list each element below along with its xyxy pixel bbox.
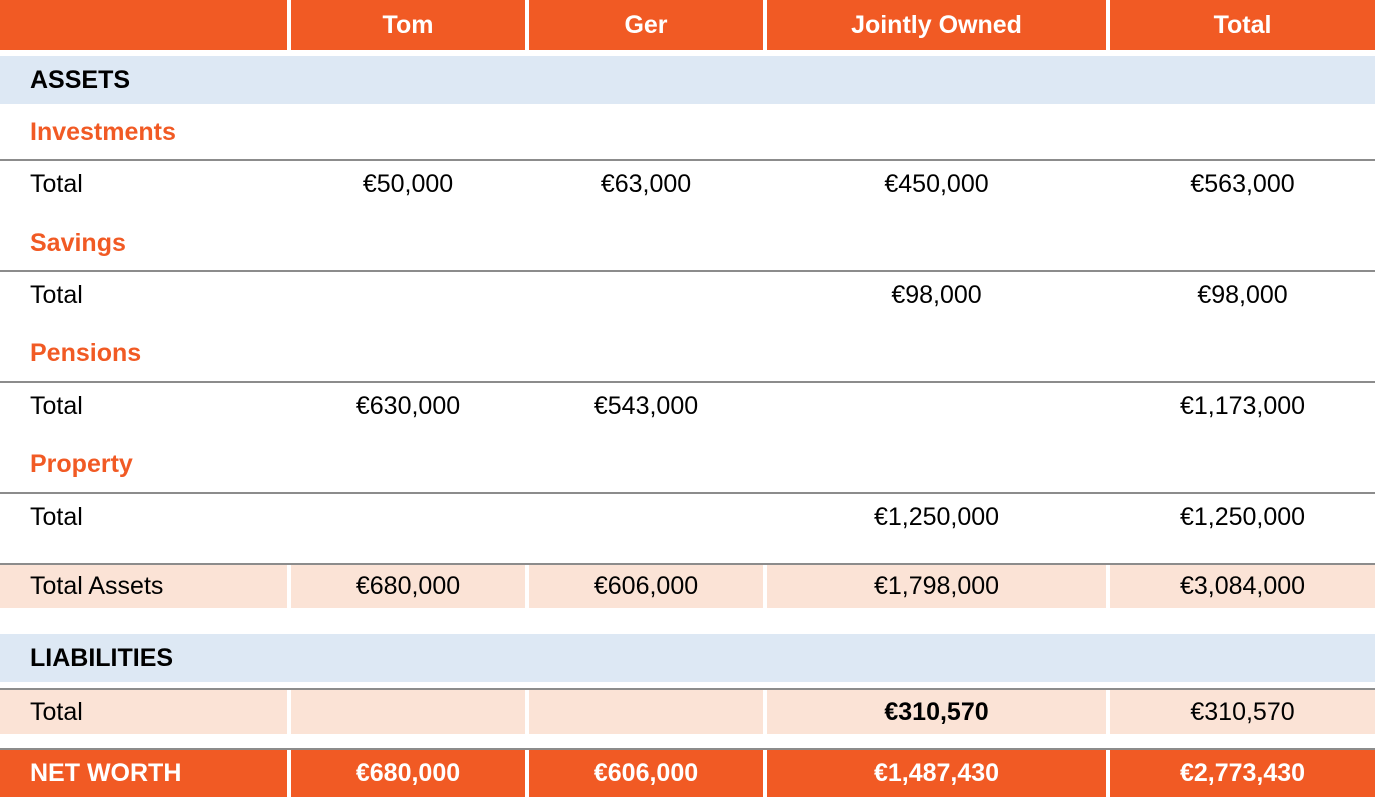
- header-cell-jointly-owned: Jointly Owned: [767, 0, 1106, 50]
- cell-total: €1,173,000: [1179, 391, 1306, 420]
- cell-ger: [529, 494, 763, 540]
- cell-ger: [529, 690, 763, 734]
- cell-joint: €1,798,000: [767, 565, 1106, 608]
- cell-tom: €630,000: [355, 391, 461, 420]
- row-label: Total: [30, 391, 83, 420]
- row-label: Total: [30, 502, 83, 531]
- row-label: Total: [30, 169, 83, 198]
- cell-tom: €680,000: [291, 750, 525, 797]
- cell-ger: €63,000: [600, 169, 692, 198]
- cell-ger: €606,000: [529, 750, 763, 797]
- category-title: Investments: [30, 117, 176, 146]
- category-heading-investments: [0, 106, 1375, 158]
- category-heading-pensions: [0, 328, 1375, 378]
- cell-total: €2,773,430: [1110, 750, 1375, 797]
- cell-total: €98,000: [1197, 280, 1288, 309]
- assets-section-title: ASSETS: [30, 65, 131, 94]
- cell-ger: €606,000: [529, 565, 763, 608]
- cell-total: €1,250,000: [1179, 502, 1306, 531]
- cell-joint: €450,000: [884, 169, 989, 198]
- table-header-row: [0, 0, 1375, 50]
- table-row-property-total: [0, 494, 1375, 540]
- cell-ger: €543,000: [593, 391, 699, 420]
- cell-total: €563,000: [1190, 169, 1295, 198]
- assets-section-band: [0, 56, 1375, 104]
- liabilities-section-title: LIABILITIES: [30, 643, 174, 672]
- header-cell-ger: Ger: [529, 0, 763, 50]
- cell-tom: [291, 272, 525, 318]
- cell-tom: €680,000: [291, 565, 525, 608]
- category-title: Savings: [30, 228, 126, 257]
- row-label: Total: [0, 690, 287, 734]
- row-label: Total: [30, 280, 83, 309]
- cell-tom: [291, 690, 525, 734]
- category-heading-property: [0, 439, 1375, 489]
- category-title: Pensions: [30, 338, 142, 367]
- cell-joint: €310,570: [767, 690, 1106, 734]
- table-row-savings-total: [0, 272, 1375, 318]
- table-row-liabilities-total: [0, 690, 1375, 734]
- category-heading-savings: [0, 218, 1375, 268]
- header-cell-tom: Tom: [291, 0, 525, 50]
- table-row-total-assets: [0, 565, 1375, 608]
- cell-total: €310,570: [1110, 690, 1375, 734]
- cell-tom: €50,000: [362, 169, 454, 198]
- cell-joint: €1,250,000: [873, 502, 1000, 531]
- category-title: Property: [30, 449, 133, 478]
- cell-total: €3,084,000: [1110, 565, 1375, 608]
- cell-joint: [767, 383, 1106, 429]
- header-cell-total: Total: [1110, 0, 1375, 50]
- table-row-net-worth: [0, 750, 1375, 797]
- cell-tom: [291, 494, 525, 540]
- table-row-pensions-total: [0, 383, 1375, 429]
- header-cell-blank: [0, 0, 287, 50]
- row-label: Total Assets: [0, 565, 287, 608]
- cell-joint: €98,000: [891, 280, 982, 309]
- liabilities-section-band: [0, 634, 1375, 682]
- row-label: NET WORTH: [0, 750, 287, 797]
- cell-ger: [529, 272, 763, 318]
- table-row-investments-total: [0, 161, 1375, 207]
- cell-joint: €1,487,430: [767, 750, 1106, 797]
